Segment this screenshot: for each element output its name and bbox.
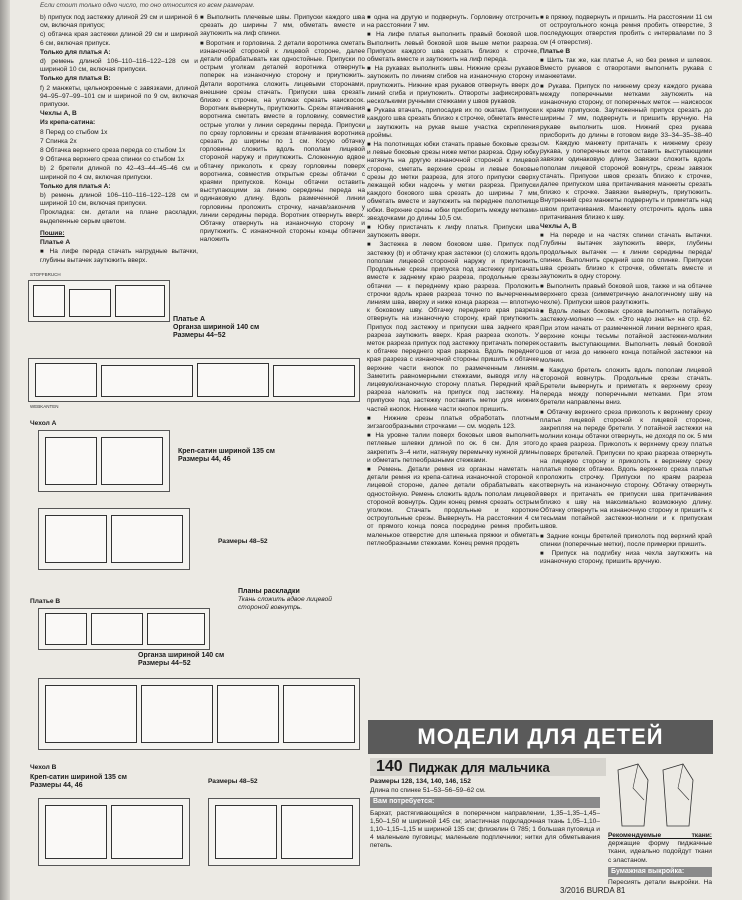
col4-para: ■ Рукава. Припуск по нижнему срезу каждого рукава между поперечными метками заутюжить на изнаночную сторону, от поперечных меток — наискосок к краям припусков. Заутюженный припуск срезать до ширины 7 мм, подвернуть и пришить вручную. На рукаве выполнить шов. Нижний срез рукава присборить до длины в готовом виде 33–34–35–38–40 см. Каждую манжету притачать к нижнему срезу рукава, у поперечных меток оставить выступающими завязки одинаковую длину. Завязки сложить вдоль пополам лицевой стороной вовнутрь, срезы завязок стачать. Припуски швов срезать близко к строчке, далее припуском шва притачивания манжеты срезать близко к строчке. Завязки вывернуть, приутюжить. Внутренний срез манжеты подвернуть и приметать над швом притачивания. Манжету отстрочить вдоль шва притачивания близко к шву.	[540, 83, 712, 222]
col3-para: ■ На уровне талии поверх боковых швов выполнить петлевые шлевки длиной по ок. 6 см. Для этого закрепить 3–4 нити, натянуву перемычку нужной длины и обметать петлеобразными стежками.	[367, 432, 539, 465]
jacket-illustration	[608, 760, 708, 830]
col3-para: ■ Юбку пристачать к лифу платья. Припуски шва заутюжить вверх.	[367, 224, 539, 240]
col4-para: ■ Выполнить правый боковой шов, также и на обтачке верхнего среза (симметричную аналогичному шву на чехле). Припуски швов разутюжить.	[540, 283, 712, 308]
stoffbruch-1: STOFFBRUCH	[30, 272, 61, 277]
col1-para: d) ремень длиной 106–110–116–122–128 см и шириной 10 см, включая припуски.	[40, 58, 198, 74]
col3-para: ■ одна на другую и подвернуть. Горловину отстрочить на расстоянии 7 мм.	[367, 14, 539, 30]
col4-para: ■ в пряжку, подвернуть и пришить. На расстоянии 11 см от остроугольного конца ремня пробить отверстие, 3 последующих отверстия пробить с интервалами по 3 см (4 отверстия).	[540, 14, 712, 47]
col4-para: ■ Задние концы бретелей приколоть под верхний край спинки (поперечные метки), после примерки пришить.	[540, 533, 712, 549]
col1-para: 8 Обтачка верхнего среза переда со стыбом 1x	[40, 147, 186, 155]
col3-para: ■ Ремень. Детали ремня из органзы наметать на детали ремня из крепа-сатина изнаночной стороной к лицевой стороне, далее детали обрабатывать как одностойную. Ремень сложить вдоль пополам лицевой стороной вовнутрь. Один конец ремня срезать острым уголком. Стачать продольные и короткие остроугольные срезы. Вывернуть. На расстоянии 4 см от прямого конца пояса посредине ремня пробить маленькое отверстие для шпенька пряжки и обметать петлеобразными стежками. Конец ремня продеть	[367, 466, 539, 548]
col1-para: b) припуск под застежку длиной 29 см и шириной 6 см, включая припуск;	[40, 14, 198, 30]
layout-strip-cover-b	[38, 798, 190, 866]
col1-para: f) 2 манжеты, цельнокроеные с завязками, длиной 94–95–97–99–101 см и шириной по 9 см, включая припуски.	[40, 84, 198, 109]
model-title	[370, 758, 606, 776]
column-3	[367, 14, 539, 718]
col1-para: 8 Перед со стыбом 1x	[40, 128, 108, 136]
column-1	[40, 14, 198, 264]
model-name: Пиджак для мальчика	[408, 759, 550, 775]
sewing-heading: Пошив:	[40, 230, 65, 237]
column-4	[540, 14, 712, 718]
dress-b-label: Платье В	[30, 598, 61, 605]
col1-para: Только для платья А:	[40, 182, 111, 190]
cover-a-fabric: Креп-сатин шириной 135 см Размеры 44, 46	[178, 448, 275, 463]
pattern-layouts	[8, 268, 363, 900]
col3-para: ■ Застежка в левом боковом шве. Припуск под застежку (b) и обтачку края застежки (c) сложить вдоль пополам лицевой стороной наружу и приутюжить. Продольные срезы припуска под застежку притачать вместе к заднему краю разреза, продольные срезы обтачки — к переднему краю разреза. Проложить строчки вдоль краев разреза точно по вычерченным линиям шва, вверху и ниже конца разреза — вплотную к боковому шву. Обтачку переднего края разреза отвернуть на изнаночную сторону, край приутюжить. Припуск под застежку и припуски шва заднего края разреза заутюжить вверх. Края разреза сколоть. У меток разреза припуск под застежку притачать поперек к обтачке переднего края разреза. Вдоль переднего края разреза с изнаночной стороны пришить к обтачке верхние части кнопок по размеченным линиям. Заметить равномерными стежками, выводя иглу на лицевую/изнаночную сторону платья. Передний край разреза наложить на припуск под застежку. На припуске под застежку поставить метки для нижних частей кнопок. Нижние части кнопок пришить.	[367, 241, 539, 413]
col4-para: ■ Обтачку верхнего среза приколоть к верхнему срезу платья лицевой стороной к лицевой стороне, закрепляя на переде бретели. У потайной застежки на молнии концы обтачки отвернуть, не доходя по ок. 5 мм до краев разреза. Приколоть к верхнему срезу платья поверх бретелей. Припуски по краю разреза отвернуть на лицевую сторону и приколоть к верхнему срезу платья поверх обтачки. Вдоль верхнего среза платья проложить строчку. Припуски по краям разреза отвернуть на изнаночную сторону. Обтачку отвернуть вверх и притачать ее припуски шва притачивания близко к шву на максимально возможную длину. Обтачку отвернуть на изнаночную сторону и пришить к тесьмам потайной застежки-молнии и к припускам швов.	[540, 409, 712, 532]
top-note: Если стоит только одно число, то оно относится ко всем размерам.	[40, 2, 255, 9]
col3-para: ■ Рукава втачать, припосадив их по окатам. Припуски каждого шва срезать близко к строчке, обметать вместе и заутюжить на рукав выше участка скрепления проймы.	[367, 107, 539, 140]
col2-para: ■ Воротник и горловина. 2 детали воротника сметать изнаночной стороной к лицевой стороне, далее детали обрабатывать как одностойные. Припуски по острым уголкам деталей воротника отвернуть поперек на изнаночную сторону и приутюжить. Детали воротника сложить лицевыми сторонами, внешние срезы стачать. Припуски шва срезать близко к строчке, на уголках срезать наискосок. Воротник вывернуть, приутюжить. Срезы втачивания воротника сметать вместе в горловину, совместив острые уголки у линии середины переда. Припуски по срезу горловины и срезам втачивания воротника срезать до ширины по 1 см. Косую обтачку горловины сложить вдоль пополам лицевой стороной наружу и приутюжить. Сложенную вдвое обтачку приколоть к срезу горловины поверх воротника, совместив открытые срезы обтачки с краями припусков. Концы обтачки оставить выступающими за линию середины переда на одинаковую длину. Вдоль размеченной линии горловины проложить строчку, начав/закончив у линии середины переда. Воротник отвернуть вверх. Обтачку отвернуть на изнаночную сторону и приутюжить. С изнаночной стороны концы обтачки наложить	[200, 40, 365, 245]
col1-para: Чехлы А, В	[40, 110, 77, 118]
layout-strip-cover-b-2	[208, 798, 360, 866]
cover-a-sizes-48: Размеры 48–52	[218, 538, 268, 545]
col3-para: ■ На рукавах выполнить швы. Нижние срезы рукавов заутюжить по линиям сгибов на изнаночную сторону и приутюжить. Нижние края рукавов отвернуть вверх до линий сгиба и приутюжить. Отвороты зафиксировать несколькими ручными стежками у швов рукавов.	[367, 65, 539, 106]
cover-b-label: Чехол В	[30, 764, 57, 771]
sewing-dress-a: Платье А	[40, 239, 71, 247]
col4-para: ■ Каждую бретель сложить вдоль пополам лицевой стороной вовнутрь. Продольные срезы стачать. Бретели вывернуть и приметать к верхнему срезу переда между поперечными метками. При этом бретели направлены вниз.	[540, 367, 712, 408]
col1-para: Из крепа-сатина:	[40, 119, 96, 127]
layout-strip-cover-a-2	[38, 508, 190, 570]
layout-strip-cover-a	[38, 430, 170, 492]
cover-a-label: Чехол А	[30, 420, 57, 427]
cover-b-sizes-48: Размеры 48–52	[208, 778, 258, 785]
rec-text: держащие форму пиджачные ткани, идеально подойдут ткани с эластаном.	[608, 840, 712, 864]
layout-strip-dress-a-2	[28, 358, 360, 402]
cover-b-fabric: Креп-сатин шириной 135 см Размеры 44, 46	[30, 774, 127, 789]
layout-strip-dress-b	[38, 608, 210, 650]
col4-para: ■ Шить так же, как платье А, но без ремня и шлевок. Вместо рукавов с отворотами выполнить рукава с манжетами.	[540, 57, 712, 82]
model-details	[370, 778, 600, 888]
dress-b-fabric: Органза шириной 140 см Размеры 44–52	[138, 652, 225, 667]
materials-title: Вам потребуется:	[370, 797, 600, 807]
layout-strip-dress-b-2	[38, 678, 360, 750]
col1-para: Прокладка: см. детали на плане раскладки, выделенные серым цветом.	[40, 209, 198, 225]
col2-para: ■ Выполнить плечевые швы. Припуски каждого шва срезать до ширины 7 мм, обметать вместе и заутюжить на лиф спинки.	[200, 14, 365, 39]
col4-para: ■ Припуск на подгибку низа чехла заутюжить на изнаночную сторону, пришить вручную.	[540, 550, 712, 566]
col3-para: ■ На полотнищах юбки стачать правые боковые срезы и левые боковые срезы ниже метки разреза. Одну юбку натянуть на другую изнаночной стороной к лицевой стороне, сметать верхние срезы и левые боковые срезы до метки разреза, для этого припуски сверху лежащей юбки надсечь у метки разреза. Припуски каждого бокового шва срезать до ширины 7 мм, обметать вместе и заутюжить на переднее полотнище юбки. Верхние срезы юбки присборить между метками-звездочками до длины 10,5 см.	[367, 141, 539, 223]
col1-para: b) ремень длиной 106–110–116–122–128 см и шириной 10 см, включая припуски.	[40, 192, 198, 208]
webkanten-1: WEBKANTEN	[30, 404, 59, 409]
col4-para: Чехлы А, В	[540, 223, 577, 231]
sewing-para-1: ■ На лифе переда стачать нагрудные вытачки, глубины вытачек заутюжить вверх.	[40, 248, 198, 264]
dress-a-label: Платье А Органза шириной 140 см Размеры 44–52	[173, 316, 260, 339]
layout-legend: Планы раскладки Ткань сложить вдвое лицевой стороной вовнутрь.	[238, 588, 332, 611]
col1-para: Только для платья В:	[40, 75, 111, 83]
materials-text: Бархат, растягивающийся в поперечном направлении, 1,35–1,35–1,45–1,50–1,50 м шириной 145 см; эластичная подкладочная ткань 1,05–1,10–1,10–1,15–1,15 м шириной 135 см; флизелин G 785; 1 большая пуговица и 4 маленькие пуговицы; маленькие подплечники; нитки для обметывания петель.	[370, 809, 600, 850]
pattern-title: Бумажная выкройка:	[608, 867, 712, 877]
layout-strip-dress-a	[28, 280, 170, 322]
model-number: 140	[376, 758, 403, 775]
col3-para: ■ Нижние срезы платья обработать плотным зигзагообразными строчками — см. модель 123.	[367, 415, 539, 431]
column-2	[200, 14, 365, 272]
col4-para: ■ На переде и на частях спинки стачать вытачки. Глубины вытачек заутюжить вверх, глубины продольных вытачек — к линии середины переда/спинки. Выполнить средний шов по спинке. Припуски шва срезать близко к строчке, обметать вместе и заутюжить в одну сторону.	[540, 232, 712, 281]
fabric-recommendations	[608, 832, 712, 886]
col4-para: ■ Вдоль левых боковых срезов выполнить потайную застежку-молнию — см. «Это надо знать» на стр. 62. При этом начать от размеченной линии верхнего края, верхние концы тесьмы потайной застежки-молнии оставить выступающими. Выполнить левый боковой шов от низа до нижнего конца потайной застежки на молнии.	[540, 308, 712, 365]
col1-para: c) обтачка края застежки длиной 29 см и шириной 6 см, включая припуск.	[40, 31, 198, 47]
model-sizes: Размеры 128, 134, 140, 146, 152	[370, 778, 471, 785]
model-length: Длина по спинке 51–53–56–59–62 см.	[370, 787, 486, 795]
page-footer: 3/2016 BURDA 81	[560, 886, 626, 895]
col3-para: ■ На лифе платья выполнить правый боковой шов. Выполнить левый боковой шов выше метки разреза. Припуски каждого шва срезать близко к строчке, обметать вместе и заутюжить на лиф переда.	[367, 31, 539, 64]
col4-para: Платье В	[540, 47, 571, 55]
col1-para: 7 Спинка 2x	[40, 137, 77, 145]
col1-para: b) 2 бретели длиной по 42–43–44–45–46 см и шириной по 4 см, включая припуски.	[40, 165, 198, 181]
rec-title: Рекомендуемые ткани:	[608, 832, 712, 839]
kids-models-banner: МОДЕЛИ ДЛЯ ДЕТЕЙ	[368, 720, 713, 754]
col1-para: 9 Обтачка верхнего среза спинки со стыбом 1x	[40, 156, 185, 164]
sewing-intro	[40, 230, 198, 270]
col1-para: Только для платья А:	[40, 48, 111, 56]
pattern-text: Пересиять детали выкройки. На	[608, 879, 712, 886]
